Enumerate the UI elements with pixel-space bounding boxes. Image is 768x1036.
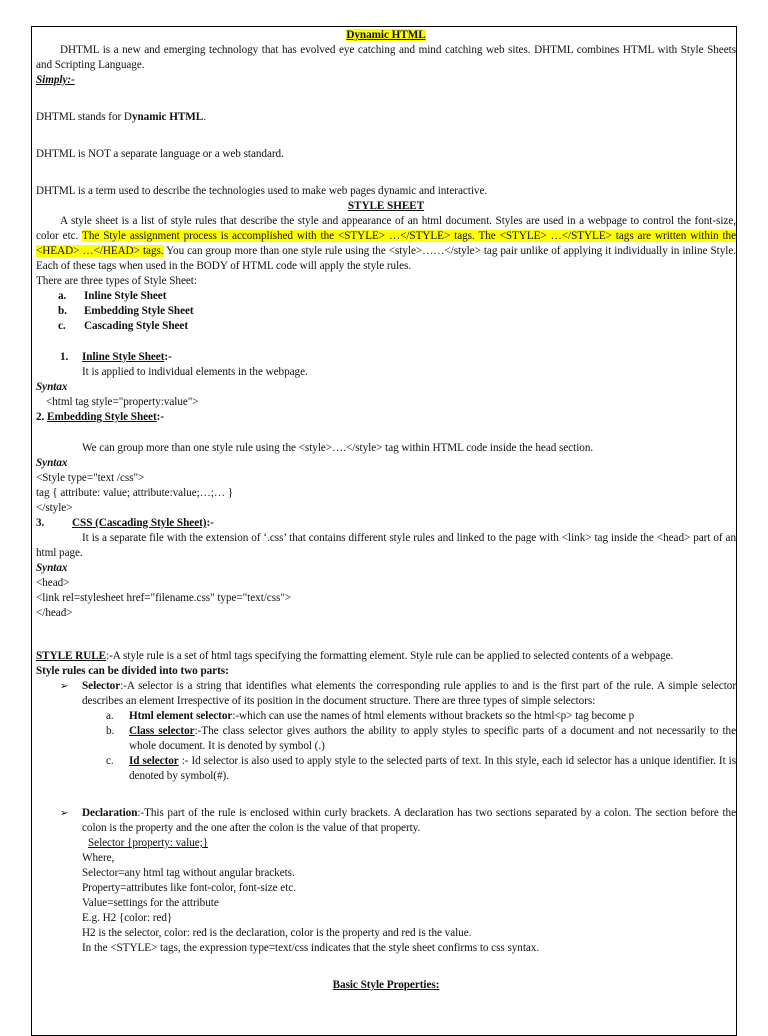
arrow-bullet-icon: ➢ [60,808,69,819]
document-body [36,28,736,993]
selector-types-list [36,709,736,784]
style-rule-paragraph: STYLE RULE:-A style rule is a set of html tags specifying the formatting element. Style rule can be applied to selected contents of a webpage. [36,650,674,662]
declaration-line: Property=attributes like font-color, font-size etc. [82,882,296,894]
simply-label: Simply:- [36,74,75,86]
code-line: </head> [36,607,73,619]
basic-properties-heading-line [36,978,736,993]
arrow-bullet-icon: ➢ [60,681,69,692]
style-sheet-paragraph: A style sheet is a list of style rules that describe the style and appearance of an html document. Styles are used in a webpage to control the font-size, color etc. The Style assignment process is accomplished with the <STYLE> …</STYLE> tags. The <STYLE> …</STYLE> tags are written within the <HEAD> …</HEAD> tags. You can group more than one style rule using the <style>……</style> tag pair unlike of applying it individually in inline Style. Each of these tags when used in the BODY of HTML code will apply the style rules. [36,215,736,272]
inline-syntax: <html tag style="property:value"> [46,396,199,408]
style-rule-parts-heading: Style rules can be divided into two parts: [36,665,229,677]
declaration-line: In the <STYLE> tags, the expression type=text/css indicates that the style sheet confirms to css syntax. [82,942,540,954]
syntax-label: Syntax [36,562,68,574]
list-item: b. Class selector:-The class selector gives authors the ability to apply styles to specific parts of a document and not necessarily to the whole document. It is denoted by symbol (.) [106,725,736,752]
list-item: a. Html element selector:-which can use the names of html elements without brackets so the html<p> tag become p [106,710,635,722]
code-line: tag { attribute: value; attribute:value;…;… } [36,487,234,499]
inline-style-sheet-heading: 1. Inline Style Sheet:- [60,351,172,363]
list-item: b. Embedding Style Sheet [58,305,194,317]
declaration-line: H2 is the selector, color: red is the declaration, color is the property and red is the value. [82,927,472,939]
declaration-line: Selector=any html tag without angular brackets. [82,867,295,879]
title-line [36,28,736,43]
selector-block: ➢ Selector:-A selector is a string that identifies what elements the corresponding rule applies to and is the first part of the rule. A simple selector describes an element Irrespective of its position in the document structure. There are three types of simple selectors: [60,680,736,707]
syntax-label: Syntax [36,457,68,469]
style-sheet-types-list [36,289,736,334]
syntax-label: Syntax [36,381,68,393]
dhtml-term: DHTML is a term used to describe the technologies used to make web pages dynamic and interactive. [36,185,488,197]
types-intro: There are three types of Style Sheet: [36,275,197,287]
style-sheet-heading: STYLE SHEET [347,200,425,212]
style-sheet-heading-line [36,199,736,214]
css-description: It is a separate file with the extension of ‘.css’ that contains different style rules and linked to the page with <link> tag inside the <head> part of an html page. [36,532,736,559]
highlighted-text: The Style assignment process is accomplished with the <STYLE> …</STYLE> tags. The <STYLE> …</STYLE> tags are written within the <HEAD> …</HEAD> tags. [36,230,736,257]
page-title: Dynamic HTML [346,29,426,41]
code-line: <head> [36,577,70,589]
code-line: </style> [36,502,73,514]
declaration-line: E.g. H2 {color: red} [82,912,173,924]
dhtml-stands-for: DHTML stands for Dynamic HTML. [36,111,206,123]
list-item: a. Inline Style Sheet [58,290,167,302]
embedding-description: We can group more than one style rule using the <style>….</style> tag within HTML code inside the head section. [82,442,594,454]
dhtml-not-language: DHTML is NOT a separate language or a web standard. [36,148,284,160]
basic-properties-heading: Basic Style Properties: [332,979,440,991]
list-item: c. Cascading Style Sheet [58,320,188,332]
intro-paragraph: DHTML is a new and emerging technology that has evolved eye catching and mind catching web sites. DHTML combines HTML with Style Sheets and Scripting Language. [36,44,736,71]
declaration-format: Selector {property: value;} [88,837,208,849]
css-heading: 3. CSS (Cascading Style Sheet):- [36,517,214,529]
list-item: c. Id selector :- Id selector is also used to apply style to the selected parts of text. In this style, each id selector has a unique identifier. It is denoted by symbol(#). [106,755,736,782]
declaration-block: ➢ Declaration:-This part of the rule is enclosed within curly brackets. A declaration has two sections separated by a colon. The section before the colon is the property and the one after the colon is the value of that property. [60,807,736,834]
code-line: <link rel=stylesheet href="filename.css" type="text/css"> [36,592,292,604]
declaration-line: Where, [82,852,115,864]
code-line: <Style type="text /css"> [36,472,145,484]
inline-description: It is applied to individual elements in the webpage. [82,366,308,378]
embedding-style-sheet-heading: 2. Embedding Style Sheet:- [36,411,165,423]
declaration-line: Value=settings for the attribute [82,897,219,909]
